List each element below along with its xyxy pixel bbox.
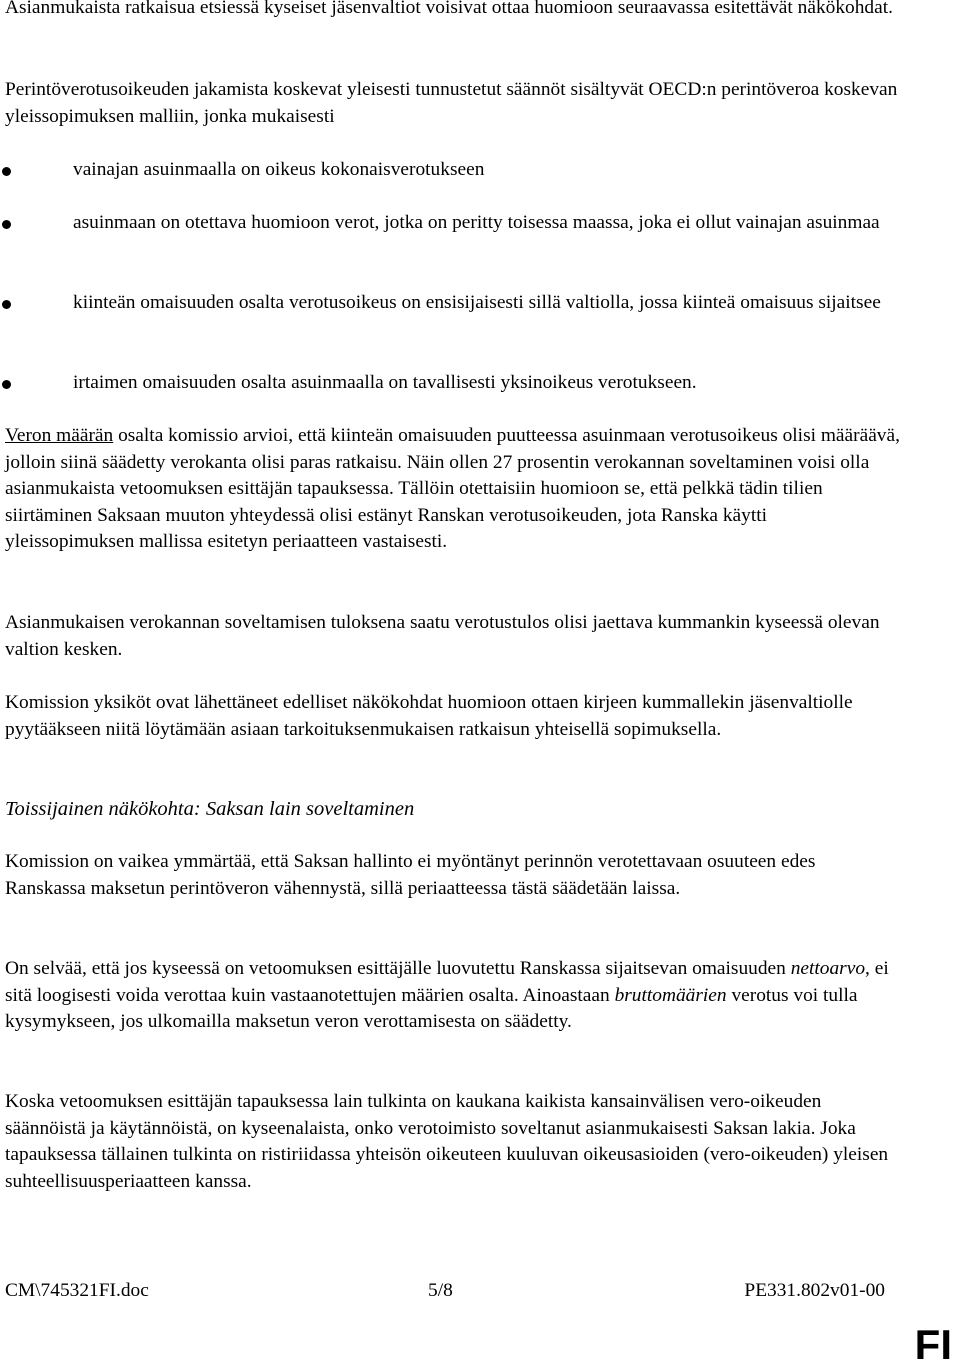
rate-paragraph-lead: Veron määrän <box>5 425 114 446</box>
section-heading: Toissijainen näkökohta: Saksan lain soveltaminen <box>5 798 415 820</box>
services-paragraph: Komission yksiköt ovat lähettäneet edelliset näkökohdat huomioon ottaen kirjeen kummallekin jäsenvaltiolle pyytääkseen niitä löytämään asiaan tarkoituksenmukaisen ratkaisun yhteisellä sopimuksella. <box>5 692 853 740</box>
bullet-icon <box>2 220 11 229</box>
list-item-text: vainajan asuinmaalla on oikeus kokonaisverotukseen <box>73 159 485 180</box>
list-item-text: kiinteän omaisuuden osalta verotusoikeus on ensisijaisesti sillä valtiolla, jossa kiinteä omaisuus sijaitsee <box>73 292 881 313</box>
list-item-text: irtaimen omaisuuden osalta asuinmaalla on tavallisesti yksinoikeus verotukseen. <box>73 372 697 393</box>
bullet-icon <box>2 167 11 176</box>
intro-paragraph: Asianmukaista ratkaisua etsiessä kyseiset jäsenvaltiot voisivat ottaa huomioon seuraavassa esitettävät näkökohdat. <box>5 0 893 18</box>
split-paragraph: Asianmukaisen verokannan soveltamisen tuloksena saatu verotustulos olisi jaettava kummankin kyseessä olevan valtion kesken. <box>5 612 880 660</box>
language-code: FI <box>914 1321 952 1368</box>
page-footer <box>5 1278 885 1306</box>
clear-paragraph <box>5 956 900 1036</box>
clear-paragraph-part3: verotus voi tulla kysymykseen, jos ulkomailla maksetun veron verottamisesta on säädetty. <box>5 984 858 1033</box>
clear-paragraph-italic2: bruttomäärien <box>614 984 727 1006</box>
rate-paragraph <box>5 423 900 556</box>
final-paragraph: Koska vetoomuksen esittäjän tapauksessa lain tulkinta on kaukana kaikista kansainvälisen vero-oikeuden säännöistä ja käytännöistä, on kyseenalaista, onko verotoimisto soveltanut asianmukaisesti Saksan lakia. Joka tapauksessa tällainen tulkinta on ristiriidassa yhteisön oikeuteen kuuluvan oikeusasioiden (vero-oikeuden) yleisen suhteellisuusperiaatteen kanssa. <box>5 1091 889 1192</box>
clear-paragraph-part2: , ei sitä loogisesti voida verottaa kuin vastaanotettujen määrien osalta. Ainoastaan <box>5 958 889 1006</box>
footer-page-number: 5/8 <box>428 1280 453 1301</box>
clear-paragraph-italic1: nettoarvo <box>790 958 866 979</box>
rate-paragraph-body: osalta komissio arvioi, että kiinteän omaisuuden puutteessa asuinmaan verotusoikeus olisi määräävä, jolloin siinä säädetty verokanta olisi paras ratkaisu. Näin ollen 27 prosentin verokannan soveltaminen voisi olla asianmukaista vetoomuksen esittäjän tapauksessa. Tällöin otettaisiin huomioon se, että pelkkä tädin tilien siirtäminen Saksaan muuton yhteydessä olisi estänyt Ranskan verotusoikeuden, jota Ranska käytti yleissopimuksen mallissa esitetyn periaatteen vastaisesti. <box>5 425 900 553</box>
list-item-text: asuinmaan on otettava huomioon verot, jotka on peritty toisessa maassa, joka ei ollut vainajan asuinmaa <box>73 212 880 233</box>
difficult-paragraph: Komission on vaikea ymmärtää, että Saksan hallinto ei myöntänyt perinnön verotettavaan osuuteen edes Ranskassa maksetun perintöveron vähennystä, sillä periaatteessa tästä säädetään laissa. <box>5 851 816 899</box>
clear-paragraph-part1: On selvää, että jos kyseessä on vetoomuksen esittäjälle luovutettu Ranskassa sijaitsevan omaisuuden <box>5 958 791 979</box>
footer-doc-ref: CM\745321FI.doc <box>5 1280 149 1301</box>
bullet-icon <box>2 300 11 309</box>
oecd-paragraph: Perintöverotusoikeuden jakamista koskevat yleisesti tunnustetut säännöt sisältyvät OECD:n perintöveroa koskevan yleissopimuksen malliin, jonka mukaisesti <box>5 79 898 127</box>
footer-pe-ref: PE331.802v01-00 <box>744 1280 885 1301</box>
bullet-icon <box>2 380 11 389</box>
